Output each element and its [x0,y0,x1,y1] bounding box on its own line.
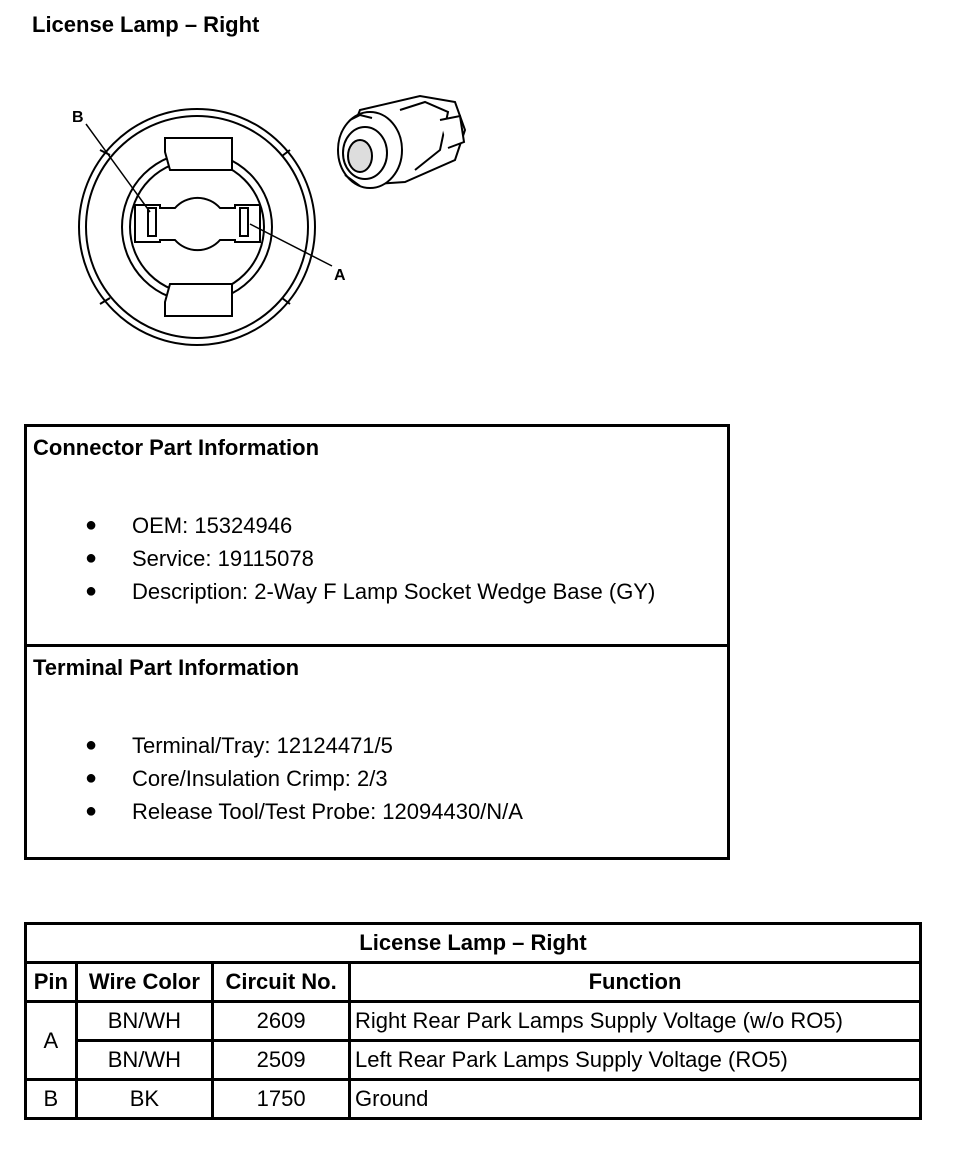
header-wire-color: Wire Color [76,963,213,1002]
cell-function: Ground [350,1080,921,1119]
cell-circuit: 1750 [213,1080,350,1119]
cell-circuit: 2509 [213,1041,350,1080]
cell-function: Left Rear Park Lamps Supply Voltage (RO5) [350,1041,921,1080]
cell-pin: B [26,1080,77,1119]
list-item: ● Description: 2-Way F Lamp Socket Wedge Base (GY) [27,575,655,608]
table-row [26,1002,921,1041]
connector-diagram [60,90,500,350]
connector-part-info [27,427,727,647]
bullet-icon: ● [85,580,98,602]
pin-table [24,922,922,1120]
connector-info-heading: Connector Part Information [33,435,320,460]
terminal-info-heading: Terminal Part Information [33,655,300,680]
bullet-icon: ● [85,734,98,756]
connector-face-illustration [79,109,315,345]
table-header-row [26,963,921,1002]
bullet-icon: ● [85,800,98,822]
cell-circuit: 2609 [213,1002,350,1041]
bullet-icon: ● [85,547,98,569]
header-circuit-no: Circuit No. [213,963,350,1002]
terminal-info-list [27,729,523,828]
list-item: ● OEM: 15324946 [27,509,655,542]
cell-pin: A [26,1002,77,1080]
cell-wire-color: BN/WH [76,1041,213,1080]
header-function: Function [350,963,921,1002]
table-row [26,1080,921,1119]
callout-b-label: B [72,109,84,126]
bullet-icon: ● [85,767,98,789]
callout-a-label: A [334,267,346,284]
header-pin: Pin [26,963,77,1002]
table-title: License Lamp – Right [26,924,921,963]
cell-wire-color: BK [76,1080,213,1119]
page-title: License Lamp – Right [32,12,260,37]
connector-info-list [27,509,655,608]
list-item: ● Terminal/Tray: 12124471/5 [27,729,523,762]
list-item: ● Release Tool/Test Probe: 12094430/N/A [27,795,523,828]
bullet-icon: ● [85,514,98,536]
list-item: ● Core/Insulation Crimp: 2/3 [27,762,523,795]
socket-3d-illustration [338,96,465,188]
table-title-row [26,924,921,963]
terminal-part-info [27,647,727,857]
part-info-box [24,424,730,860]
cell-function: Right Rear Park Lamps Supply Voltage (w/o RO5) [350,1002,921,1041]
table-row [26,1041,921,1080]
list-item: ● Service: 19115078 [27,542,655,575]
cell-wire-color: BN/WH [76,1002,213,1041]
